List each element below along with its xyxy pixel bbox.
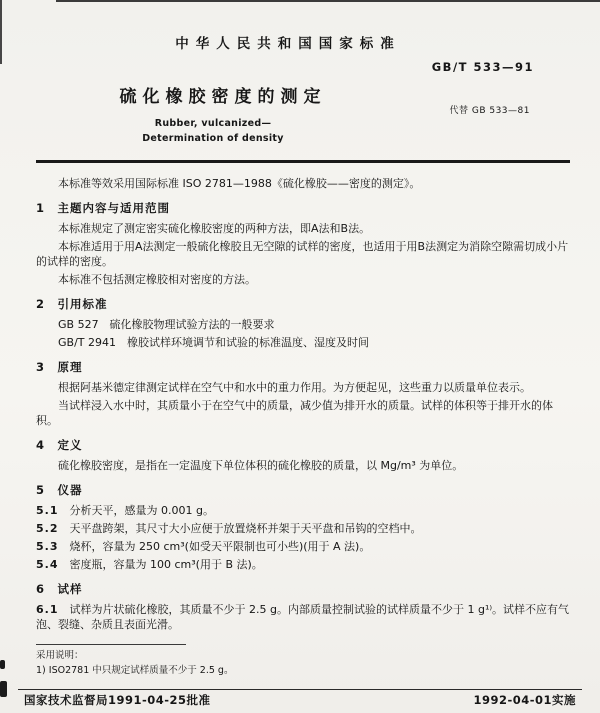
- header-rule: [36, 160, 570, 163]
- english-title: [36, 117, 390, 146]
- section-1-heading: 1 主题内容与适用范围: [36, 201, 171, 215]
- page-title: 硫化橡胶密度的测定: [119, 87, 327, 107]
- paragraph: 本标准适用于用A法测定一般硫化橡胶且无空隙的试样的密度，也适用于用B法测定为消除空隙需切成小片的试样的密度。: [36, 240, 569, 268]
- paragraph: 根据阿基米德定律测定试样在空气中和水中的重力作用。为方便起见，这些重力以质量单位表示。: [58, 381, 531, 394]
- scan-artifact-left: [0, 0, 2, 64]
- paragraph: 当试样浸入水中时，其质量小于在空气中的质量，减少值为排开水的质量。试样的体积等于排开水的体积。: [36, 399, 553, 427]
- scan-artifact-blob: [0, 660, 5, 669]
- standard-type: 中华人民共和国国家标准: [175, 36, 401, 52]
- scan-artifact-top: [56, 0, 600, 2]
- footnote-divider: [36, 644, 186, 645]
- clause-text: 试样为片状硫化橡胶，其质量不少于 2.5 g。内部质量控制试验的试样质量不少于 1 g¹⁾。试样不应有气泡、裂缝、杂质且表面光滑。: [36, 603, 570, 631]
- paragraph: 硫化橡胶密度，是指在一定温度下单位体积的硫化橡胶的质量，以 Mg/m³ 为单位。: [58, 459, 464, 472]
- english-title-line1: Rubber, vulcanized—: [154, 118, 272, 129]
- document-header: [36, 32, 570, 163]
- clause-item: [36, 521, 570, 536]
- document-footer: [24, 692, 576, 708]
- clause-item: [36, 539, 570, 554]
- clause-number: 6.1: [36, 603, 59, 616]
- clause-text: 分析天平，感量为 0.001 g。: [69, 504, 214, 517]
- section-3-heading: 3 原理: [36, 360, 83, 374]
- paragraph: 本标准规定了测定密实硫化橡胶密度的两种方法，即A法和B法。: [58, 222, 371, 235]
- section-2-heading: 2 引用标准: [36, 297, 108, 311]
- intro-paragraph: 本标准等效采用国际标准 ISO 2781—1988《硫化橡胶——密度的测定》。: [58, 177, 421, 190]
- replaces-note: 代替 GB 533—81: [449, 106, 530, 116]
- clause-text: 密度瓶，容量为 100 cm³(用于 B 法)。: [69, 558, 263, 571]
- clause-item: [36, 557, 570, 572]
- approval-text: 国家技术监督局1991-04-25批准: [24, 693, 211, 707]
- clause-number: 5.1: [36, 504, 59, 517]
- reference-item: GB 527 硫化橡胶物理试验方法的一般要求: [58, 318, 275, 331]
- clause-item: [36, 503, 570, 518]
- paragraph: 本标准不包括测定橡胶相对密度的方法。: [58, 273, 256, 286]
- english-title-line2: Determination of density: [142, 132, 284, 144]
- clause-item: [36, 602, 570, 632]
- section-5-heading: 5 仪器: [36, 483, 83, 497]
- implementation-text: 1992-04-01实施: [473, 693, 576, 707]
- scan-artifact-blob: [0, 681, 7, 697]
- reference-item: GB/T 2941 橡胶试样环境调节和试验的标准温度、湿度及时间: [58, 336, 369, 349]
- footnote-block: [36, 644, 570, 677]
- footnote-label: 采用说明：: [36, 650, 84, 661]
- clause-text: 烧杯，容量为 250 cm³(如受天平限制也可小些)(用于 A 法)。: [69, 540, 371, 553]
- clause-number: 5.3: [36, 540, 59, 553]
- standard-number: GB/T 533—91: [431, 60, 534, 74]
- clause-number: 5.2: [36, 522, 59, 535]
- section-6-heading: 6 试样: [36, 582, 83, 596]
- document-body: [36, 176, 570, 677]
- clause-number: 5.4: [36, 558, 59, 571]
- section-4-heading: 4 定义: [36, 438, 83, 452]
- footer-rule: [18, 689, 582, 690]
- footnote-text: 1) ISO2781 中只规定试样质量不少于 2.5 g。: [36, 664, 234, 676]
- clause-text: 天平盘跨架，其尺寸大小应便于放置烧杯并架于天平盘和吊钩的空档中。: [69, 522, 422, 535]
